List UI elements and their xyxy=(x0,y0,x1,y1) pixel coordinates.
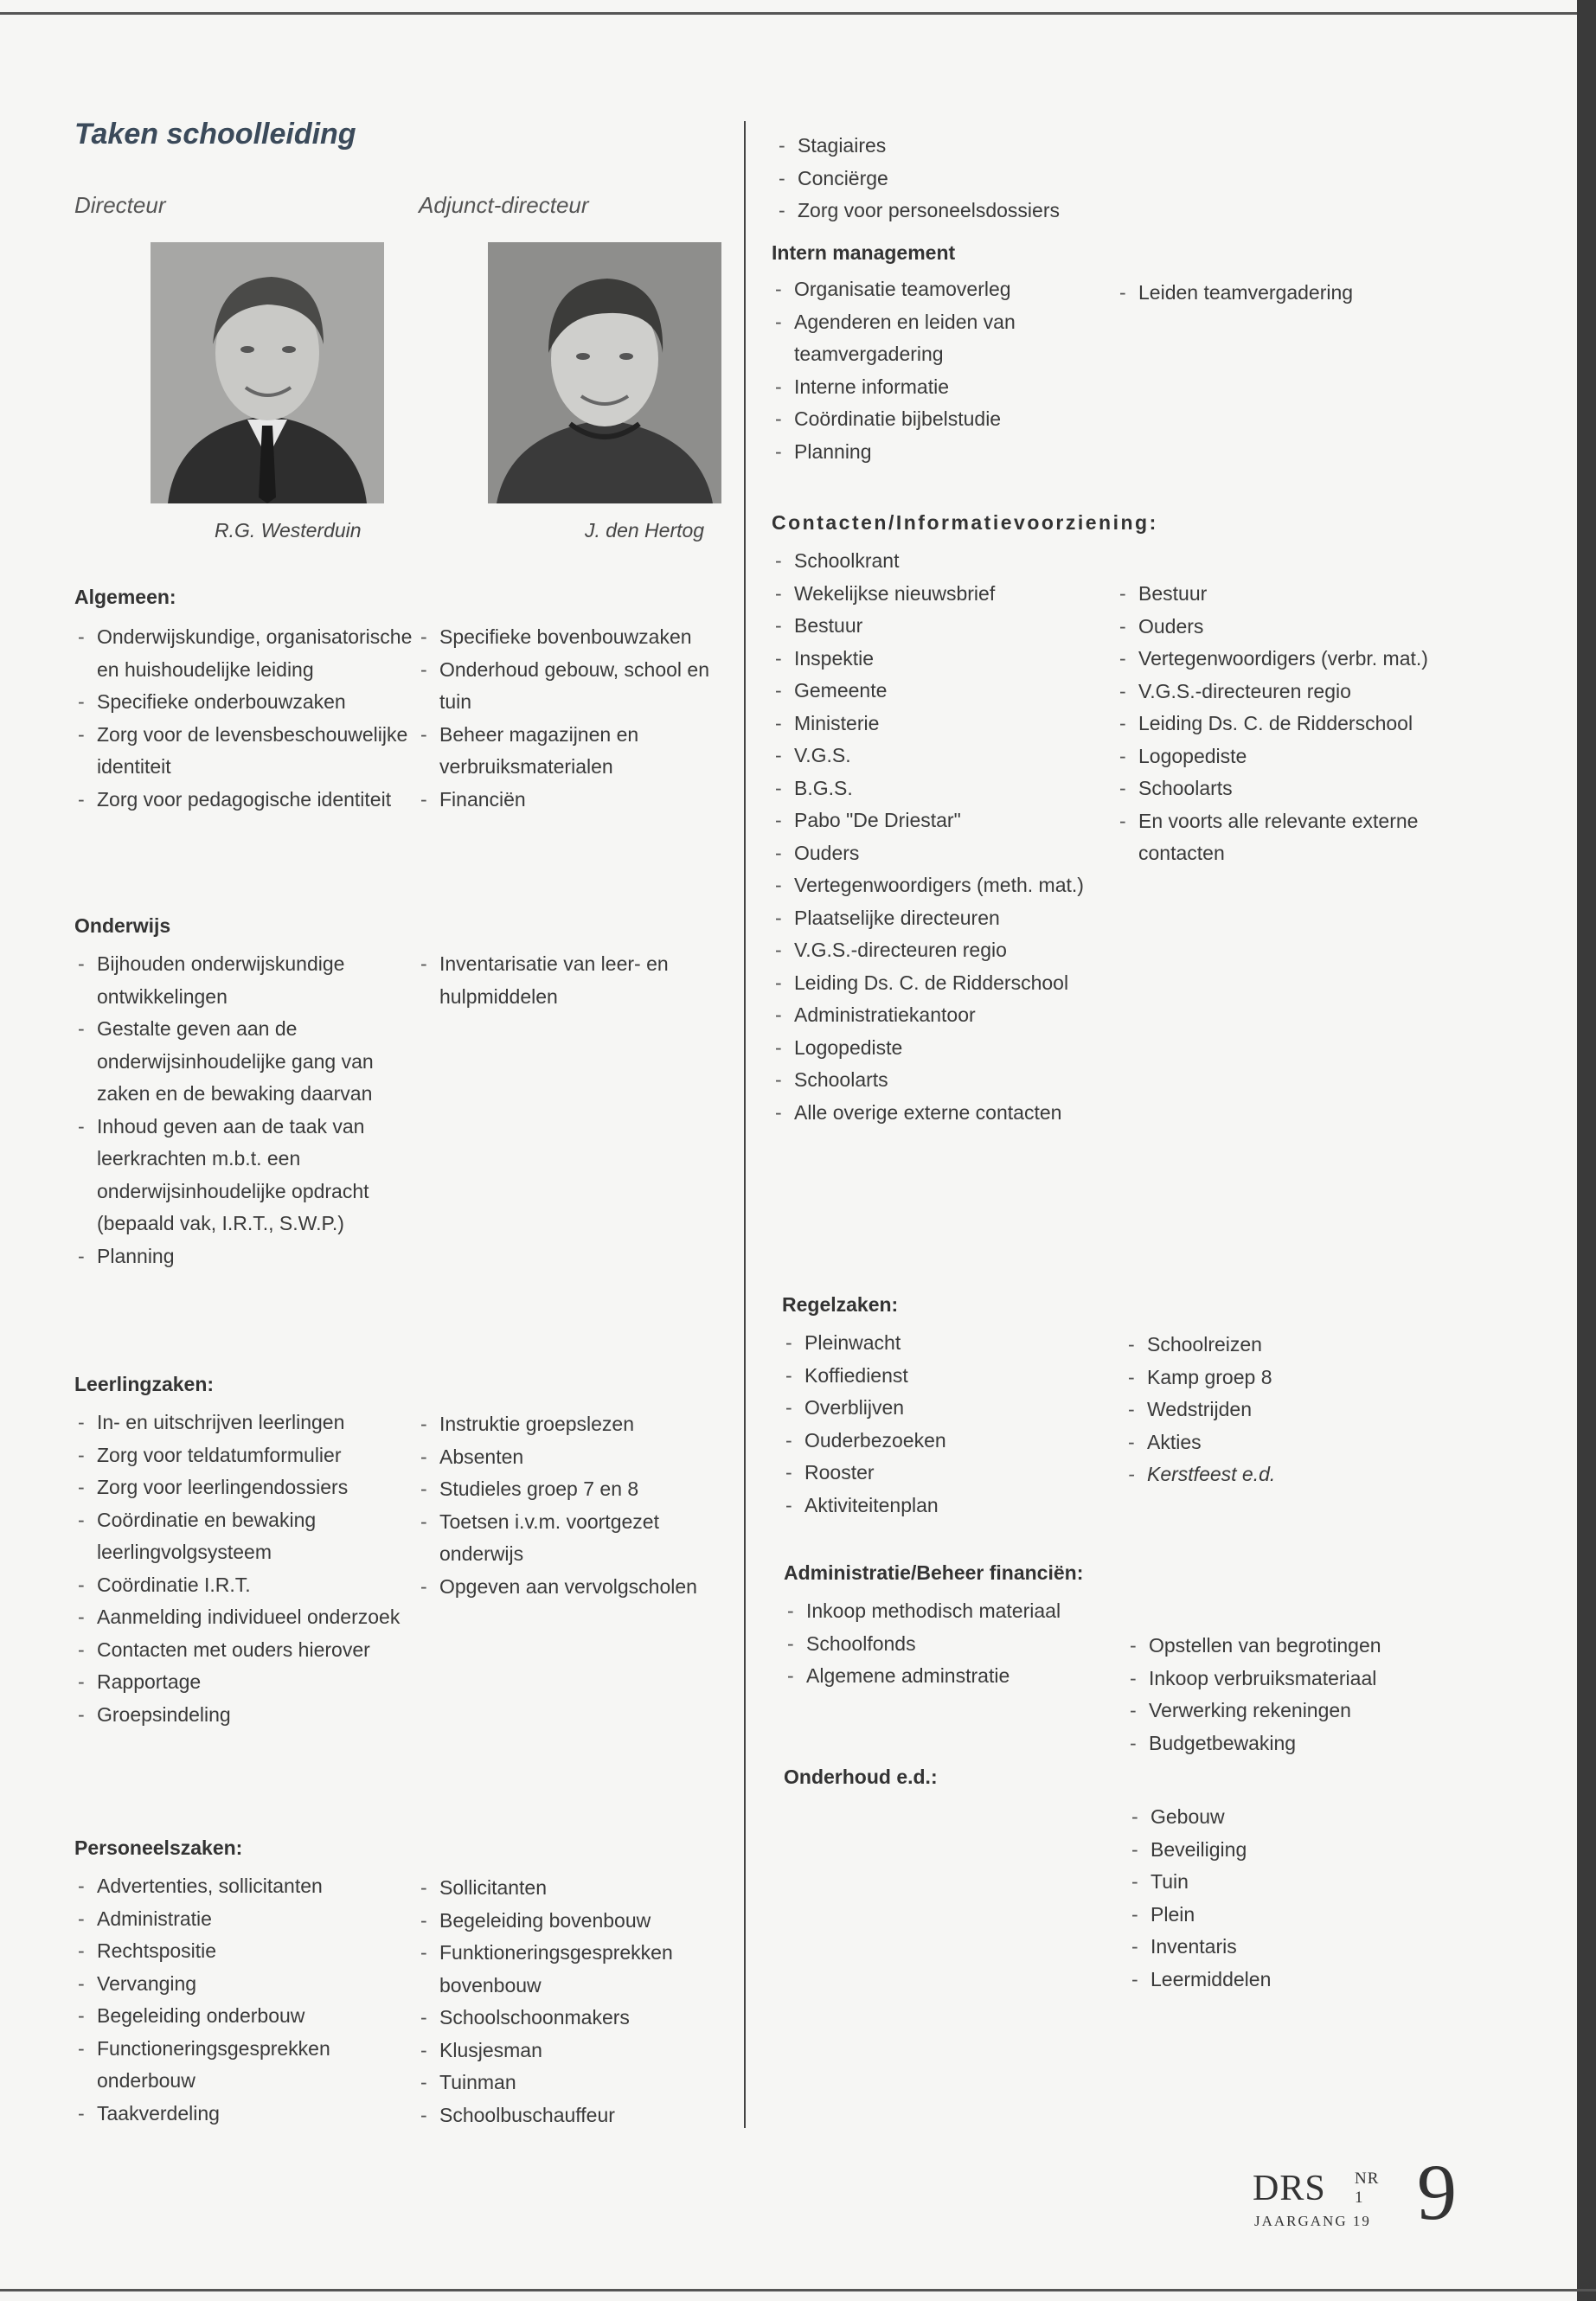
volume-label: JAARGANG 19 xyxy=(1254,2213,1371,2229)
list-item: - Akties xyxy=(1125,1426,1436,1459)
list-item: - Leiding Ds. C. de Ridderschool xyxy=(1116,708,1453,740)
list-item: - In- en uitschrijven leerlingen xyxy=(74,1407,420,1439)
list-item: - Coördinatie I.R.T. xyxy=(74,1569,420,1602)
role-adjunct: Adjunct-directeur xyxy=(419,192,589,218)
list-item: - Aktiviteitenplan xyxy=(782,1490,1111,1522)
list-item: - Ouders xyxy=(1116,611,1453,644)
list-item: - Klusjesman xyxy=(417,2035,728,2067)
list-item: - Schoolreizen xyxy=(1125,1329,1436,1362)
list-item: - Studieles groep 7 en 8 xyxy=(417,1473,737,1506)
list-item: - Schoolbuschauffeur xyxy=(417,2099,728,2132)
list-item: - Sollicitanten xyxy=(417,1872,728,1905)
list-item: - Zorg voor leerlingendossiers xyxy=(74,1471,420,1504)
list-item: - Inventarisatie van leer- en hulpmiddelen xyxy=(417,948,728,1013)
list-item: - Rapportage xyxy=(74,1666,420,1699)
heading-intern-management: Intern management xyxy=(772,241,956,264)
list-item: - V.G.S.-directeuren regio xyxy=(1116,676,1453,708)
list-item: - Zorg voor personeelsdossiers xyxy=(775,195,1138,228)
list-onderhoud-adjunct xyxy=(1128,1801,1439,1996)
list-item: - Functioneringsgesprekken onderbouw xyxy=(74,2033,420,2098)
caption-director: R.G. Westerduin xyxy=(215,519,362,542)
list-onderwijs-director xyxy=(74,948,420,1272)
list-leerlingzaken-director xyxy=(74,1407,420,1731)
list-item: - Coördinatie en bewaking leerlingvolgsysteem xyxy=(74,1504,420,1569)
list-item: - Financiën xyxy=(417,784,728,817)
list-item: - V.G.S. xyxy=(772,740,1100,772)
list-item: - Pleinwacht xyxy=(782,1327,1111,1360)
list-item: - Coördinatie bijbelstudie xyxy=(772,403,1100,436)
list-item: - Leiden teamvergadering xyxy=(1116,277,1462,310)
list-item: - Tuin xyxy=(1128,1866,1439,1899)
list-item: - Inkoop verbruiksmateriaal xyxy=(1126,1663,1455,1695)
list-item: - Inkoop methodisch materiaal xyxy=(784,1595,1104,1628)
contacten-block xyxy=(772,507,1158,1129)
list-item: - Pabo "De Driestar" xyxy=(772,804,1100,837)
list-item: - Planning xyxy=(772,436,1100,469)
list-item: - Overblijven xyxy=(782,1392,1111,1425)
list-item: - Specifieke bovenbouwzaken xyxy=(417,621,728,654)
list-item: - Alle overige externe contacten xyxy=(772,1097,1100,1130)
list-personeelszaken-director-cont xyxy=(775,130,1138,228)
list-regelzaken-director xyxy=(782,1327,1111,1522)
list-onderwijs-adjunct xyxy=(417,948,728,1013)
list-item: - Ouders xyxy=(772,837,1100,870)
list-item: - Zorg voor teldatumformulier xyxy=(74,1439,420,1472)
list-item: - Funktioneringsgesprekken bovenbouw xyxy=(417,1937,728,2002)
page-bottom-edge xyxy=(0,2289,1596,2291)
heading-onderhoud: Onderhoud e.d.: xyxy=(784,1766,938,1788)
list-item: - Kamp groep 8 xyxy=(1125,1362,1436,1394)
list-item: - Aanmelding individueel onderzoek xyxy=(74,1601,420,1634)
list-item: - Conciërge xyxy=(775,163,1138,195)
list-item: - Ministerie xyxy=(772,708,1100,740)
list-item: - Schoolschoonmakers xyxy=(417,2002,728,2035)
list-item: - Inventaris xyxy=(1128,1931,1439,1964)
list-item: - Agenderen en leiden van teamvergadering xyxy=(772,306,1100,371)
list-item: - Opstellen van begrotingen xyxy=(1126,1630,1455,1663)
list-item: - Bestuur xyxy=(772,610,1100,643)
list-leerlingzaken-adjunct xyxy=(417,1408,737,1603)
list-item: - Onderhoud gebouw, school en tuin xyxy=(417,654,728,719)
list-item: - Interne informatie xyxy=(772,371,1100,404)
list-personeelszaken-adjunct xyxy=(417,1872,728,2131)
list-item: - Rooster xyxy=(782,1457,1111,1490)
list-item: - Beveiliging xyxy=(1128,1834,1439,1867)
list-item: - Begeleiding onderbouw xyxy=(74,2000,420,2033)
list-item: - Vertegenwoordigers (verbr. mat.) xyxy=(1116,643,1453,676)
list-item: - Begeleiding bovenbouw xyxy=(417,1905,728,1938)
list-item: - Logopediste xyxy=(772,1032,1100,1065)
onderwijs-block xyxy=(74,910,420,1272)
list-item: - Specifieke onderbouwzaken xyxy=(74,686,420,719)
heading-regelzaken: Regelzaken: xyxy=(782,1293,899,1316)
list-item: - B.G.S. xyxy=(772,772,1100,805)
list-item: - Budgetbewaking xyxy=(1126,1727,1455,1760)
list-item: - Beheer magazijnen en verbruiksmaterialen xyxy=(417,719,728,784)
list-item: - Ouderbezoeken xyxy=(782,1425,1111,1458)
issue-number: NR 1 xyxy=(1355,2170,1380,2207)
list-item: - Bijhouden onderwijskundige ontwikkelingen xyxy=(74,948,420,1013)
list-item: - Bestuur xyxy=(1116,578,1453,611)
list-algemeen-director xyxy=(74,621,420,816)
list-item: - Administratie xyxy=(74,1903,420,1936)
list-item: - Plein xyxy=(1128,1899,1439,1932)
list-item: - Zorg voor de levensbeschouwelijke identiteit xyxy=(74,719,420,784)
list-contacten-adjunct xyxy=(1116,578,1453,870)
administratie-block xyxy=(784,1557,1104,1693)
list-item: - Organisatie teamoverleg xyxy=(772,273,1100,306)
page-right-edge xyxy=(1577,0,1596,2301)
list-item: - Gebouw xyxy=(1128,1801,1439,1834)
list-item: - Gemeente xyxy=(772,675,1100,708)
leerlingzaken-block xyxy=(74,1368,420,1731)
heading-administratie: Administratie/Beheer financiën: xyxy=(784,1561,1084,1584)
magazine-name: DRS xyxy=(1253,2169,1326,2208)
list-item: - Schoolfonds xyxy=(784,1628,1104,1661)
list-personeelszaken-director xyxy=(74,1870,420,2130)
list-item: - Schoolarts xyxy=(772,1064,1100,1097)
intern-management-block xyxy=(772,237,1100,468)
list-item: - Algemene adminstratie xyxy=(784,1660,1104,1693)
list-administratie-adjunct xyxy=(1126,1630,1455,1759)
photo-adjunct xyxy=(488,242,721,503)
list-item: - Logopediste xyxy=(1116,740,1453,773)
heading-algemeen: Algemeen: xyxy=(74,586,176,608)
list-regelzaken-adjunct xyxy=(1125,1329,1436,1491)
list-item: - Schoolarts xyxy=(1116,772,1453,805)
list-item: - Groepsindeling xyxy=(74,1699,420,1732)
list-item: - Plaatselijke directeuren xyxy=(772,902,1100,935)
list-item: - Planning xyxy=(74,1240,420,1273)
list-administratie-director xyxy=(784,1595,1104,1693)
list-item: - V.G.S.-directeuren regio xyxy=(772,934,1100,967)
list-item: - Tuinman xyxy=(417,2067,728,2099)
photo-director xyxy=(151,242,384,503)
list-item: - Leiding Ds. C. de Ridderschool xyxy=(772,967,1100,1000)
list-algemeen-adjunct xyxy=(417,621,728,816)
list-item: - Stagiaires xyxy=(775,130,1138,163)
list-item: - Koffiedienst xyxy=(782,1360,1111,1393)
page-top-edge xyxy=(0,12,1596,15)
regelzaken-block xyxy=(782,1289,1111,1522)
caption-adjunct: J. den Hertog xyxy=(585,519,705,542)
list-item: - Advertenties, sollicitanten xyxy=(74,1870,420,1903)
role-director: Directeur xyxy=(74,192,166,218)
list-item: - Verwerking rekeningen xyxy=(1126,1695,1455,1727)
algemeen-block xyxy=(74,581,420,816)
heading-leerlingzaken: Leerlingzaken: xyxy=(74,1373,215,1395)
list-item: - Vertegenwoordigers (meth. mat.) xyxy=(772,869,1100,902)
list-item: - Toetsen i.v.m. voortgezet onderwijs xyxy=(417,1506,737,1571)
list-item: - Gestalte geven aan de onderwijsinhoudelijke gang van zaken en de bewaking daarvan xyxy=(74,1013,420,1111)
list-item: - Rechtspositie xyxy=(74,1935,420,1968)
list-item: - Absenten xyxy=(417,1441,737,1474)
list-intern-management-adjunct xyxy=(1116,277,1462,310)
list-item: - Taakverdeling xyxy=(74,2098,420,2131)
list-item: - Kerstfeest e.d. xyxy=(1125,1458,1436,1491)
heading-personeelszaken: Personeelszaken: xyxy=(74,1836,243,1859)
list-item: - Wedstrijden xyxy=(1125,1394,1436,1426)
personeelszaken-block xyxy=(74,1832,420,2130)
list-item: - Opgeven aan vervolgscholen xyxy=(417,1571,737,1604)
list-item: - Administratiekantoor xyxy=(772,999,1100,1032)
list-item: - Vervanging xyxy=(74,1968,420,2001)
column-divider xyxy=(744,121,746,2128)
list-item: - Contacten met ouders hierover xyxy=(74,1634,420,1667)
list-item: - Schoolkrant xyxy=(772,545,1100,578)
list-contacten-director xyxy=(772,545,1100,1129)
onderhoud-block xyxy=(784,1761,1104,1792)
list-item: - Zorg voor pedagogische identiteit xyxy=(74,784,420,817)
page-number: 9 xyxy=(1417,2148,1457,2236)
list-item: - Wekelijkse nieuwsbrief xyxy=(772,578,1100,611)
list-item: - Leermiddelen xyxy=(1128,1964,1439,1997)
list-item: - Onderwijskundige, organisatorische en huishoudelijke leiding xyxy=(74,621,420,686)
list-item: - Inhoud geven aan de taak van leerkrachten m.b.t. een onderwijsinhoudelijke opdracht (bepaald vak, I.R.T., S.W.P.) xyxy=(74,1111,420,1240)
list-item: - Instruktie groepslezen xyxy=(417,1408,737,1441)
heading-onderwijs: Onderwijs xyxy=(74,914,171,937)
page-title: Taken schoolleiding xyxy=(74,118,356,151)
list-item: - Inspektie xyxy=(772,643,1100,676)
list-item: - En voorts alle relevante externe contacten xyxy=(1116,805,1453,870)
heading-contacten: Contacten/Informatievoorziening: xyxy=(772,511,1158,534)
list-intern-management-director xyxy=(772,273,1100,468)
